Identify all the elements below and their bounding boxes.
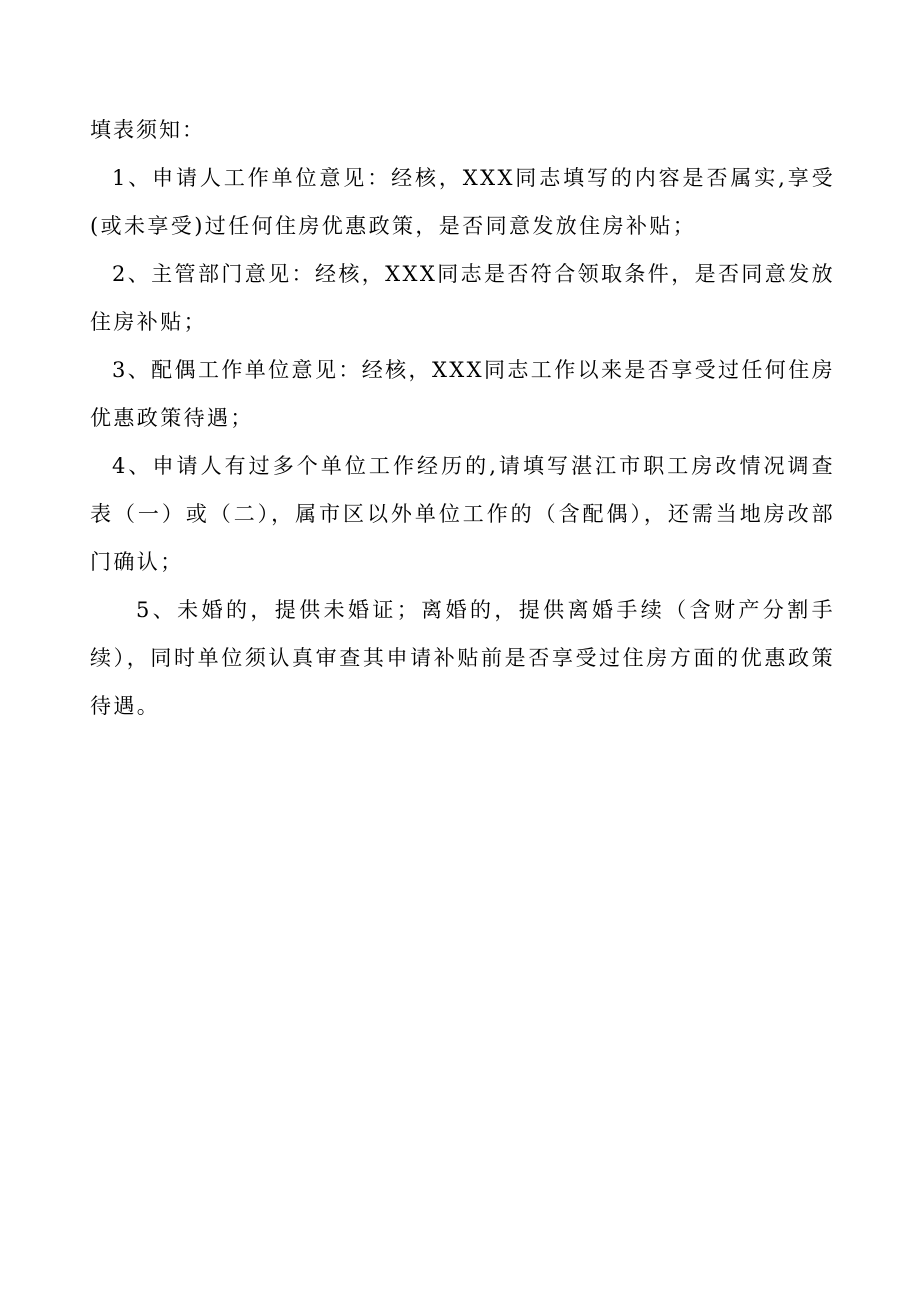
instruction-item-4: 4、申请人有过多个单位工作经历的,请填写湛江市职工房改情况调查表（一）或（二），属市区以外单位工作的（含配偶），还需当地房改部门确认； <box>90 454 835 574</box>
instruction-item-1: 1、申请人工作单位意见：经核，XXX同志填写的内容是否属实,享受(或未享受)过任何住房优惠政策，是否同意发放住房补贴； <box>90 166 835 238</box>
instruction-item-3: 3、配偶工作单位意见：经核，XXX同志工作以来是否享受过任何住房优惠政策待遇； <box>90 358 836 430</box>
instructions-section <box>90 106 835 730</box>
instruction-item-2: 2、主管部门意见：经核，XXX同志是否符合领取条件，是否同意发放住房补贴； <box>90 262 836 334</box>
instructions-heading: 填表须知： <box>90 118 205 142</box>
instruction-item-5: 5、未婚的，提供未婚证；离婚的，提供离婚手续（含财产分割手续），同时单位须认真审查其申请补贴前是否享受过住房方面的优惠政策待遇。 <box>90 598 835 718</box>
